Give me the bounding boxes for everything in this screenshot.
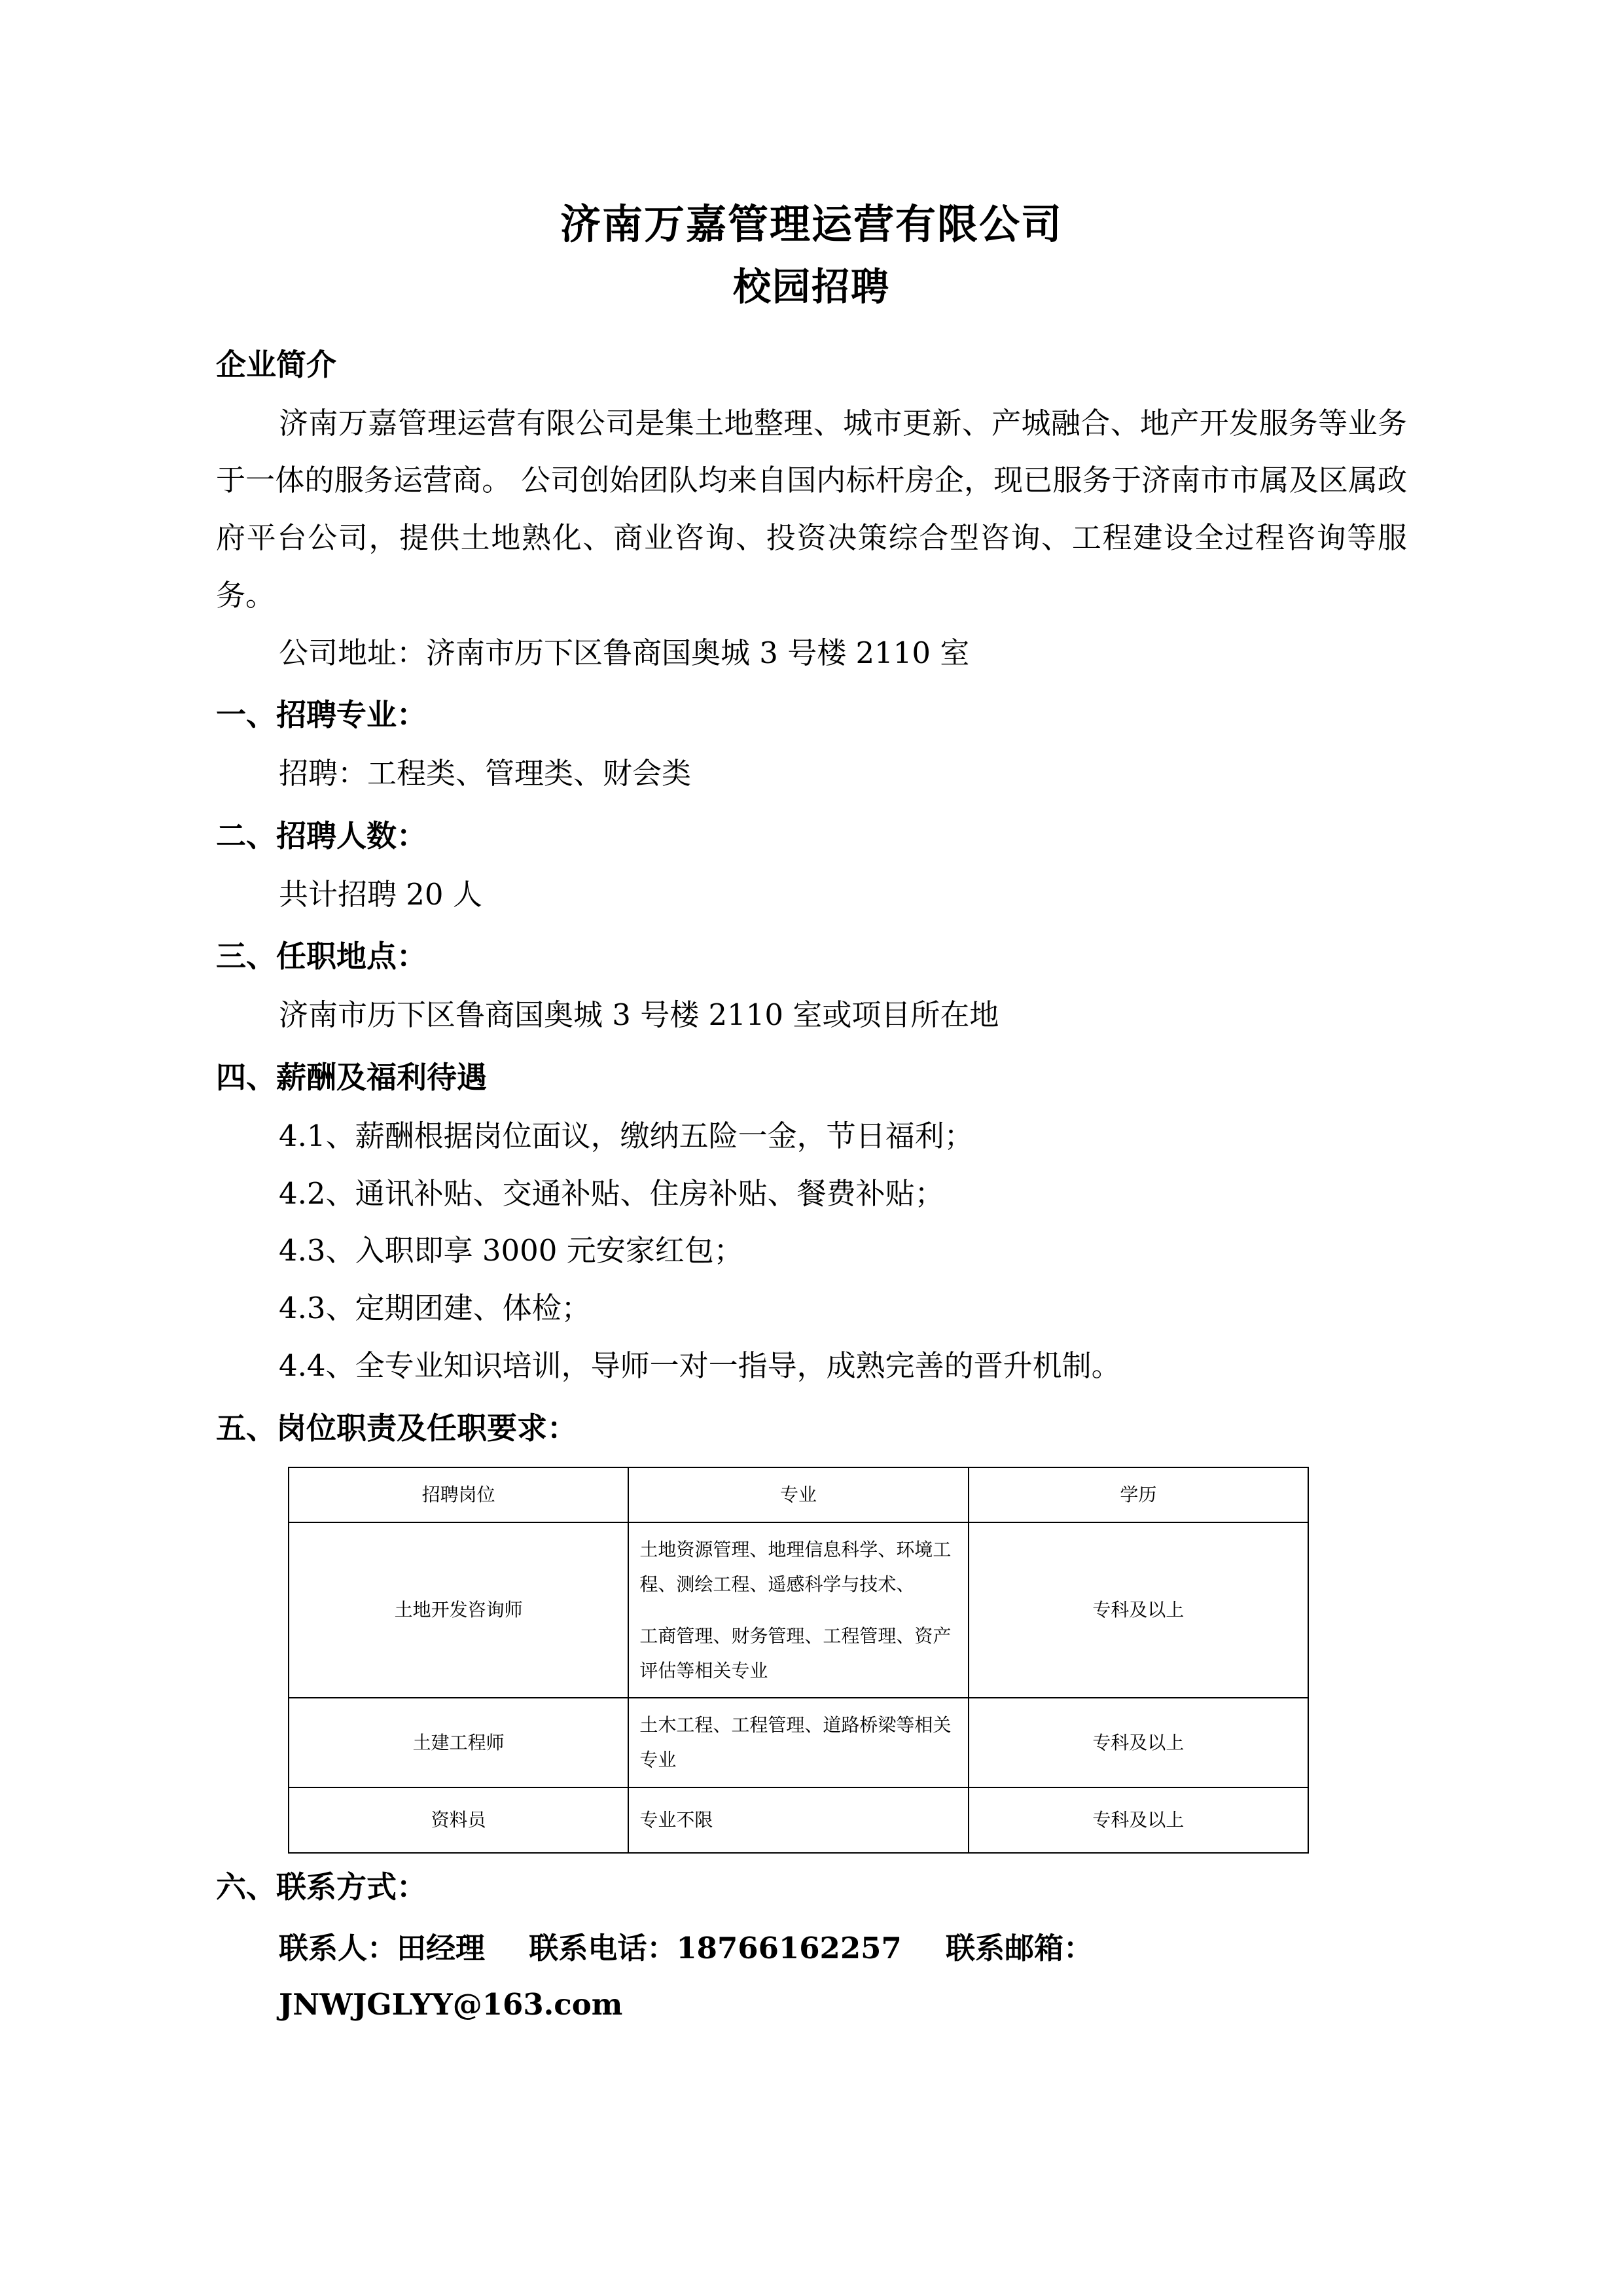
contact-email: 联系邮箱：JNWJGLYY@163.com — [279, 1931, 1094, 2022]
table-row — [289, 1698, 1308, 1787]
table-cell-role: 土建工程师 — [289, 1698, 628, 1787]
company-intro-paragraph: 济南万嘉管理运营有限公司是集土地整理、城市更新、产城融合、地产开发服务等业务于一体的服务运营商。 公司创始团队均来自国内标杆房企，现已服务于济南市市属及区属政府平台公司，提供土地熟化、商业咨询、投资决策综合型咨询、工程建设全过程咨询等服务。 — [216, 405, 1407, 613]
table-cell-education: 专科及以上 — [969, 1698, 1308, 1787]
section-3-body: 济南市历下区鲁商国奥城 3 号楼 2110 室或项目所在地 — [279, 997, 999, 1033]
section-1-body: 招聘：工程类、管理类、财会类 — [279, 756, 692, 791]
section-2-body: 共计招聘 20 人 — [279, 876, 482, 912]
benefit-item-5: 4.4、全专业知识培训，导师一对一指导，成熟完善的晋升机制。 — [279, 1348, 1121, 1383]
section-6-heading: 六、联系方式： — [216, 1869, 427, 1905]
section-3-heading: 三、任职地点： — [216, 939, 427, 975]
table-cell-major: 专业不限 — [628, 1787, 968, 1853]
benefit-item-3: 4.3、入职即享 3000 元安家红包； — [279, 1233, 743, 1268]
table-row — [289, 1522, 1308, 1698]
table-cell-education: 专科及以上 — [969, 1522, 1308, 1698]
table-cell-major — [628, 1522, 968, 1698]
section-5-heading: 五、岗位职责及任职要求： — [216, 1410, 577, 1446]
contact-details — [216, 1920, 1407, 2032]
benefit-item-1: 4.1、薪酬根据岗位面议，缴纳五险一金，节日福利； — [279, 1118, 974, 1153]
page-subtitle: 校园招聘 — [732, 264, 890, 309]
section-1-heading: 一、招聘专业： — [216, 697, 427, 733]
contact-person: 联系人：田经理 — [279, 1931, 486, 1966]
section-2-heading: 二、招聘人数： — [216, 817, 427, 853]
table-cell-major-line-2: 工商管理、财务管理、工程管理、资产评估等相关专业 — [639, 1624, 952, 1682]
table-cell-role: 资料员 — [289, 1787, 628, 1853]
contact-phone: 联系电话：18766162257 — [529, 1931, 902, 1966]
table-header-major: 专业 — [628, 1467, 968, 1522]
table-header-education: 学历 — [969, 1467, 1308, 1522]
company-address: 公司地址：济南市历下区鲁商国奥城 3 号楼 2110 室 — [279, 635, 970, 670]
table-cell-education: 专科及以上 — [969, 1787, 1308, 1853]
table-cell-major: 土木工程、工程管理、道路桥梁等相关专业 — [628, 1698, 968, 1787]
section-4-heading: 四、薪酬及福利待遇 — [216, 1059, 487, 1095]
page-title: 济南万嘉管理运营有限公司 — [560, 200, 1063, 248]
table-cell-role: 土地开发咨询师 — [289, 1522, 628, 1698]
benefit-item-2: 4.2、通讯补贴、交通补贴、住房补贴、餐费补贴； — [279, 1175, 944, 1211]
table-cell-major-line-1: 土地资源管理、地理信息科学、环境工程、测绘工程、遥感科学与技术、 — [639, 1538, 952, 1595]
table-row — [289, 1787, 1308, 1853]
benefit-item-4: 4.3、定期团建、体检； — [279, 1291, 591, 1326]
job-requirements-table — [288, 1467, 1309, 1853]
company-intro-heading: 企业简介 — [216, 346, 336, 382]
table-header-row — [289, 1467, 1308, 1522]
table-header-role: 招聘岗位 — [289, 1467, 628, 1522]
